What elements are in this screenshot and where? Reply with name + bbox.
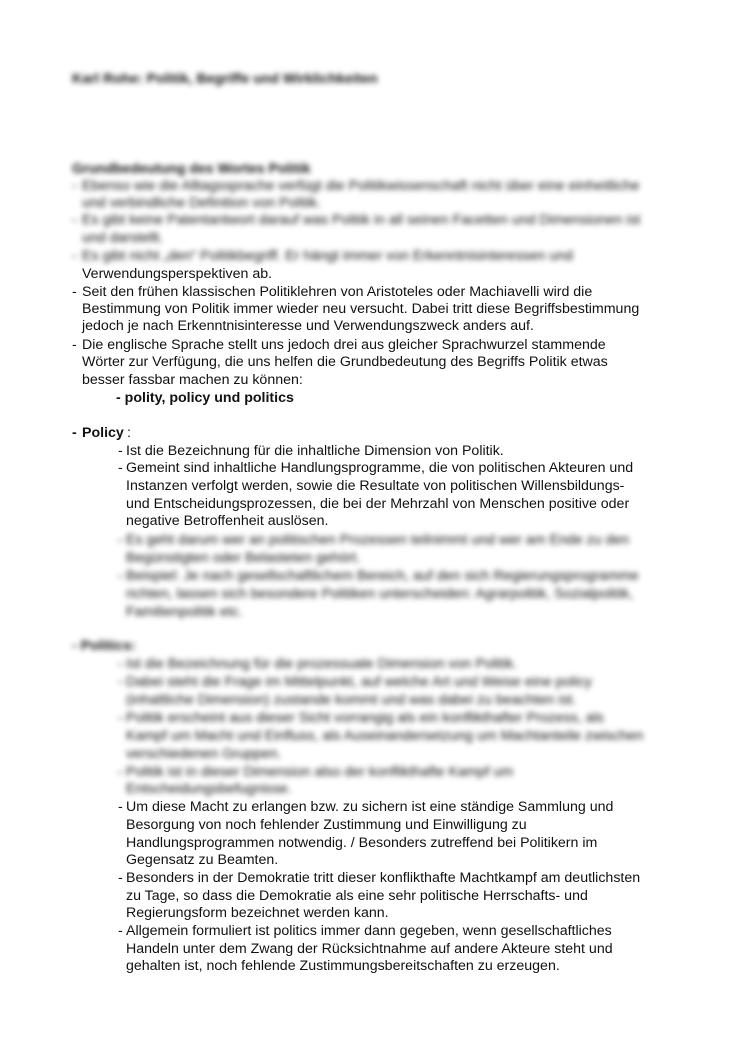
section-dash: -	[72, 425, 77, 441]
section-heading-policy: Policy	[82, 425, 124, 441]
bullet-dash: -	[118, 923, 123, 939]
bullet-line: Kampf um Macht und Einfluss, als Auseinandersetzung um Machtanteile zwischen	[126, 728, 644, 744]
bullet-line: Um diese Macht zu erlangen bzw. zu sichern ist eine ständige Sammlung und	[126, 799, 614, 815]
bullet-dash: -	[72, 248, 77, 264]
bullet-dash: -	[72, 212, 77, 228]
bullet-line: Ist die Bezeichnung für die prozessuale Dimension von Politik.	[126, 656, 518, 672]
bullet-dash: -	[118, 532, 123, 548]
document-title: Karl Rohe: Politik, Begriffe und Wirklichkeiten	[72, 70, 378, 86]
section-heading-politics: - Politics:	[72, 638, 136, 654]
bullet-line: Besonders in der Demokratie tritt dieser konflikthafte Machtkampf am deutlichsten	[126, 870, 641, 886]
bullet-dash: -	[118, 656, 123, 672]
bullet-line: negative Betroffenheit auslösen.	[126, 513, 329, 529]
bullet-dash: -	[118, 710, 123, 726]
bullet-line: Politik erscheint aus dieser Sicht vorrangig als ein konflikthafter Prozess, als	[126, 710, 604, 726]
bullet-line: Ebenso wie die Alltagssprache verfügt die Politikwissenschaft nicht über eine einheitliche	[82, 178, 640, 194]
bullet-dash: -	[72, 337, 77, 353]
bullet-line: Regierungsform bezeichnet werden kann.	[126, 905, 389, 921]
bullet-line: und verbindliche Definition von Politik.	[82, 195, 321, 211]
bullet-dash: -	[118, 799, 123, 815]
bullet-line: Familienpolitik etc.	[126, 604, 243, 620]
bullet-line: Es geht darum wer an politischen Prozessen teilnimmt und wer am Ende zu den	[126, 532, 630, 548]
bullet-line: Seit den frühen klassischen Politiklehren von Aristoteles oder Machiavelli wird die	[82, 284, 593, 300]
bullet-line: Ist die Bezeichnung für die inhaltliche Dimension von Politik.	[126, 443, 504, 459]
bullet-line: Instanzen verfolgt werden, sowie die Resultate von politischen Willensbildungs-	[126, 478, 625, 494]
bullet-line: Bestimmung von Politik immer wieder neu versucht. Dabei tritt diese Begriffsbestimmung	[82, 301, 640, 317]
bullet-line: Gegensatz zu Beamten.	[126, 852, 279, 868]
bullet-line: Begünstigten oder Belasteten gehört.	[126, 550, 361, 566]
bullet-line: Entscheidungsbefugnisse.	[126, 781, 292, 797]
bullet-dash: -	[118, 460, 123, 476]
bullet-line: Es gibt nicht „den“ Politikbegriff. Er hängt immer von Erkenntnisinteressen und	[82, 248, 574, 264]
bullet-line: gehalten ist, noch fehlende Zustimmungsbereitschaften zu erzeugen.	[126, 958, 560, 974]
bullet-line: Handlungsprogrammen notwendig. / Besonders zutreffend bei Politikern im	[126, 835, 598, 851]
bullet-line: Dabei steht die Frage im Mittelpunkt, auf welche Art und Weise eine policy	[126, 674, 592, 690]
bullet-dash: -	[118, 764, 123, 780]
bullet-line: Wörter zur Verfügung, die uns helfen die Grundbedeutung des Begriffs Politik etwas	[82, 354, 608, 370]
bullet-line: besser fassbar machen zu können:	[82, 372, 303, 388]
bullet-line: Gemeint sind inhaltliche Handlungsprogramme, die von politischen Akteuren und	[126, 460, 634, 476]
bullet-line: richten, lassen sich besondere Politiken unterscheiden: Agrarpolitik, Sozialpolitik,	[126, 586, 634, 602]
bullet-line: und darstellt.	[82, 230, 164, 246]
bullet-line: Beispiel: Je nach gesellschaftlichem Bereich, auf den sich Regierungsprogramme	[126, 568, 639, 584]
bullet-line: Handeln unter dem Zwang der Rücksichtnahme auf andere Akteure steht und	[126, 941, 613, 957]
bullet-line: (inhaltliche Dimension) zustande kommt und was dabei zu beachten ist.	[126, 692, 577, 708]
bullet-dash: -	[72, 284, 77, 300]
bullet-line: Verwendungsperspektiven ab.	[82, 266, 273, 282]
bullet-dash: -	[118, 870, 123, 886]
bullet-line: Die englische Sprache stellt uns jedoch drei aus gleicher Sprachwurzel stammende	[82, 337, 606, 353]
bullet-line: Es gibt keine Patentantwort darauf was Politik in all seinen Facetten und Dimensionen ist	[82, 212, 641, 228]
bullet-dash: -	[118, 674, 123, 690]
bullet-line: verschiedenen Gruppen.	[126, 746, 282, 762]
section-heading-colon: :	[127, 425, 131, 441]
bullet-line: jedoch je nach Erkenntnisinteresse und Verwendungszweck anders auf.	[82, 318, 534, 334]
highlight-polity-policy-politics: - polity, policy und politics	[116, 390, 294, 406]
bullet-line: Politik ist in dieser Dimension also der konflikthafte Kampf um	[126, 764, 514, 780]
bullet-line: und Entscheidungsprozessen, die bei der Mehrzahl von Menschen positive oder	[126, 496, 630, 512]
section-heading-grundbedeutung: Grundbedeutung des Wortes Politik	[72, 160, 311, 176]
bullet-dash: -	[72, 178, 77, 194]
bullet-dash: -	[118, 568, 123, 584]
bullet-line: Allgemein formuliert ist politics immer dann gegeben, wenn gesellschaftliches	[126, 923, 612, 939]
bullet-line: Besorgung von noch fehlender Zustimmung und Einwilligung zu	[126, 817, 527, 833]
bullet-dash: -	[118, 443, 123, 459]
bullet-line: zu Tage, so dass die Demokratie als eine sehr politische Herrschafts- und	[126, 888, 588, 904]
